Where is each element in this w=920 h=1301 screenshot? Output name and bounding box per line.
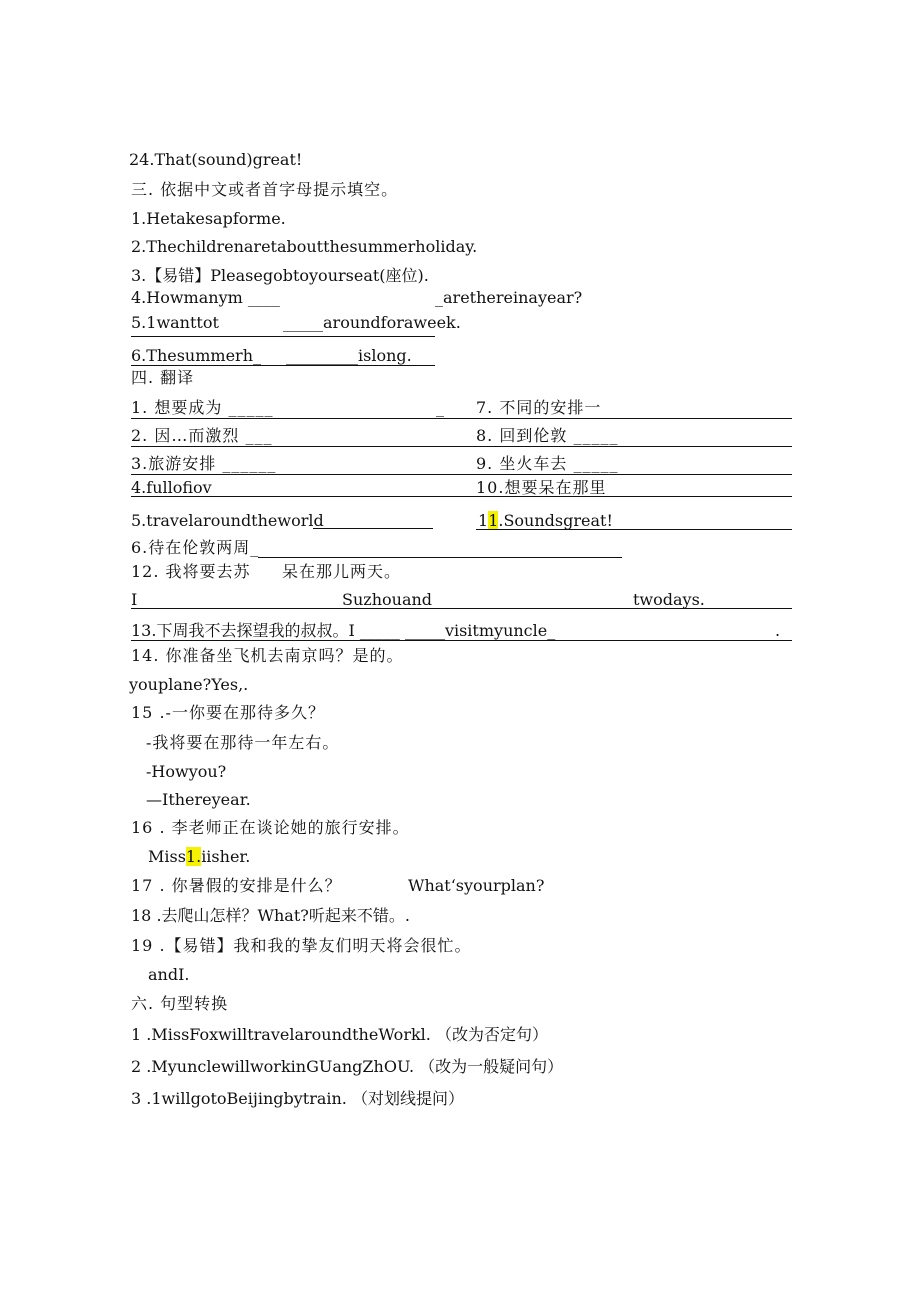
fill-item-1: 1.Hetakesapforme.	[131, 209, 286, 228]
translate-item-14: 14. 你准备坐飞机去南京吗？是的。	[131, 646, 404, 665]
answer-line	[131, 336, 435, 337]
translate-item-16: 16 . 李老师正在谈论她的旅行安排。	[131, 818, 410, 837]
answer-line	[313, 528, 433, 529]
fill-item-5-end: _____aroundforaweek.	[283, 313, 461, 332]
answer-line	[131, 640, 792, 641]
highlighted-digit: 1.	[185, 847, 202, 866]
translate-item-16-en: Miss1.iisher.	[148, 847, 251, 866]
translate-item-13: 13.下周我不去探望我的叔叔。I _____ _____visitmyuncle_	[131, 621, 556, 640]
transform-item-3: 3 .1willgotoBeijingbytrain. （对划线提问）	[131, 1089, 464, 1108]
answer-line	[131, 474, 792, 475]
translate-item-3: 3.旅游安排 ______	[131, 454, 277, 473]
answer-line	[131, 418, 792, 419]
transform-item-2: 2 .MyunclewillworkinGUangZhOU. （改为一般疑问句）	[131, 1057, 564, 1076]
section-4-title: 四. 翻译	[131, 368, 195, 387]
fill-item-6: 6.Thesummerh_	[131, 346, 261, 365]
translate-item-9: 9. 坐火车去 _____	[476, 454, 619, 473]
translate-item-19-en: andI.	[148, 965, 190, 984]
answer-line	[131, 496, 792, 497]
translate-item-19: 19 .【易错】我和我的挚友们明天将会很忙。	[131, 936, 472, 955]
fill-item-4: 4.Howmanym ____	[131, 288, 280, 307]
translate-item-12-cont: 呆在那儿两天。	[282, 562, 402, 581]
fill-item-2: 2.Thechildrenaretaboutthesummerholiday.	[131, 237, 478, 256]
translate-item-15-d: —Ithereyear.	[146, 790, 251, 809]
transform-item-1: 1 .MissFoxwilltravelaroundtheWorkl. （改为否定句）	[131, 1025, 548, 1044]
translate-item-12-end: twodays.	[633, 590, 705, 609]
section-6-title: 六. 句型转换	[131, 994, 229, 1013]
translate-item-15-c: -Howyou?	[146, 762, 227, 781]
translate-item-1: 1. 想要成为 _____	[131, 398, 274, 417]
translate-item-5: 5.travelaroundtheworld	[131, 511, 324, 530]
highlighted-digit: 1	[488, 511, 499, 530]
translate-item-12-i: I	[131, 590, 138, 609]
translate-item-14-en: youplane?Yes,.	[129, 675, 249, 694]
translate-item-15: 15 .-一你要在那待多久？	[131, 703, 325, 722]
translate-item-12-mid: Suzhouand	[342, 590, 433, 609]
answer-line	[131, 446, 792, 447]
translate-item-17-en: Whatʻsyourplan?	[408, 876, 545, 895]
fill-item-3: 3.【易错】Pleasegobtoyourseat(座位).	[131, 266, 429, 285]
translate-item-6: 6.待在伦敦两周_	[131, 538, 260, 557]
translate-item-7: 7. 不同的安排一	[476, 398, 602, 417]
translate-item-17: 17 . 你暑假的安排是什么？	[131, 876, 342, 895]
fill-item-6-end: _________islong.	[286, 346, 412, 365]
section-3-title: 三. 依据中文或者首字母提示填空。	[131, 180, 399, 199]
translate-item-11: 11.Soundsgreat! _	[478, 511, 626, 530]
fill-item-4-end: _arethereinayear?	[435, 288, 583, 307]
translate-item-10: 10.想要呆在那里	[476, 478, 607, 497]
translate-item-18: 18 .去爬山怎样？What?听起来不错。.	[131, 906, 410, 925]
translate-item-8: 8. 回到伦敦 _____	[476, 426, 619, 445]
translate-item-13-end: .	[775, 621, 781, 640]
translate-item-4: 4.fullofiov	[131, 478, 212, 497]
translate-item-1-blank: _	[436, 398, 444, 417]
translate-item-2: 2. 因…而激烈 ___	[131, 426, 273, 445]
answer-line	[476, 529, 792, 530]
answer-line	[131, 608, 792, 609]
translate-item-15-b: -我将要在那待一年左右。	[146, 733, 340, 752]
fill-item-5: 5.1wanttot	[131, 313, 219, 332]
answer-line	[258, 557, 622, 558]
answer-line	[131, 365, 435, 366]
item-24: 24.That(sound)great!	[129, 150, 303, 169]
translate-item-12: 12. 我将要去苏	[131, 562, 251, 581]
